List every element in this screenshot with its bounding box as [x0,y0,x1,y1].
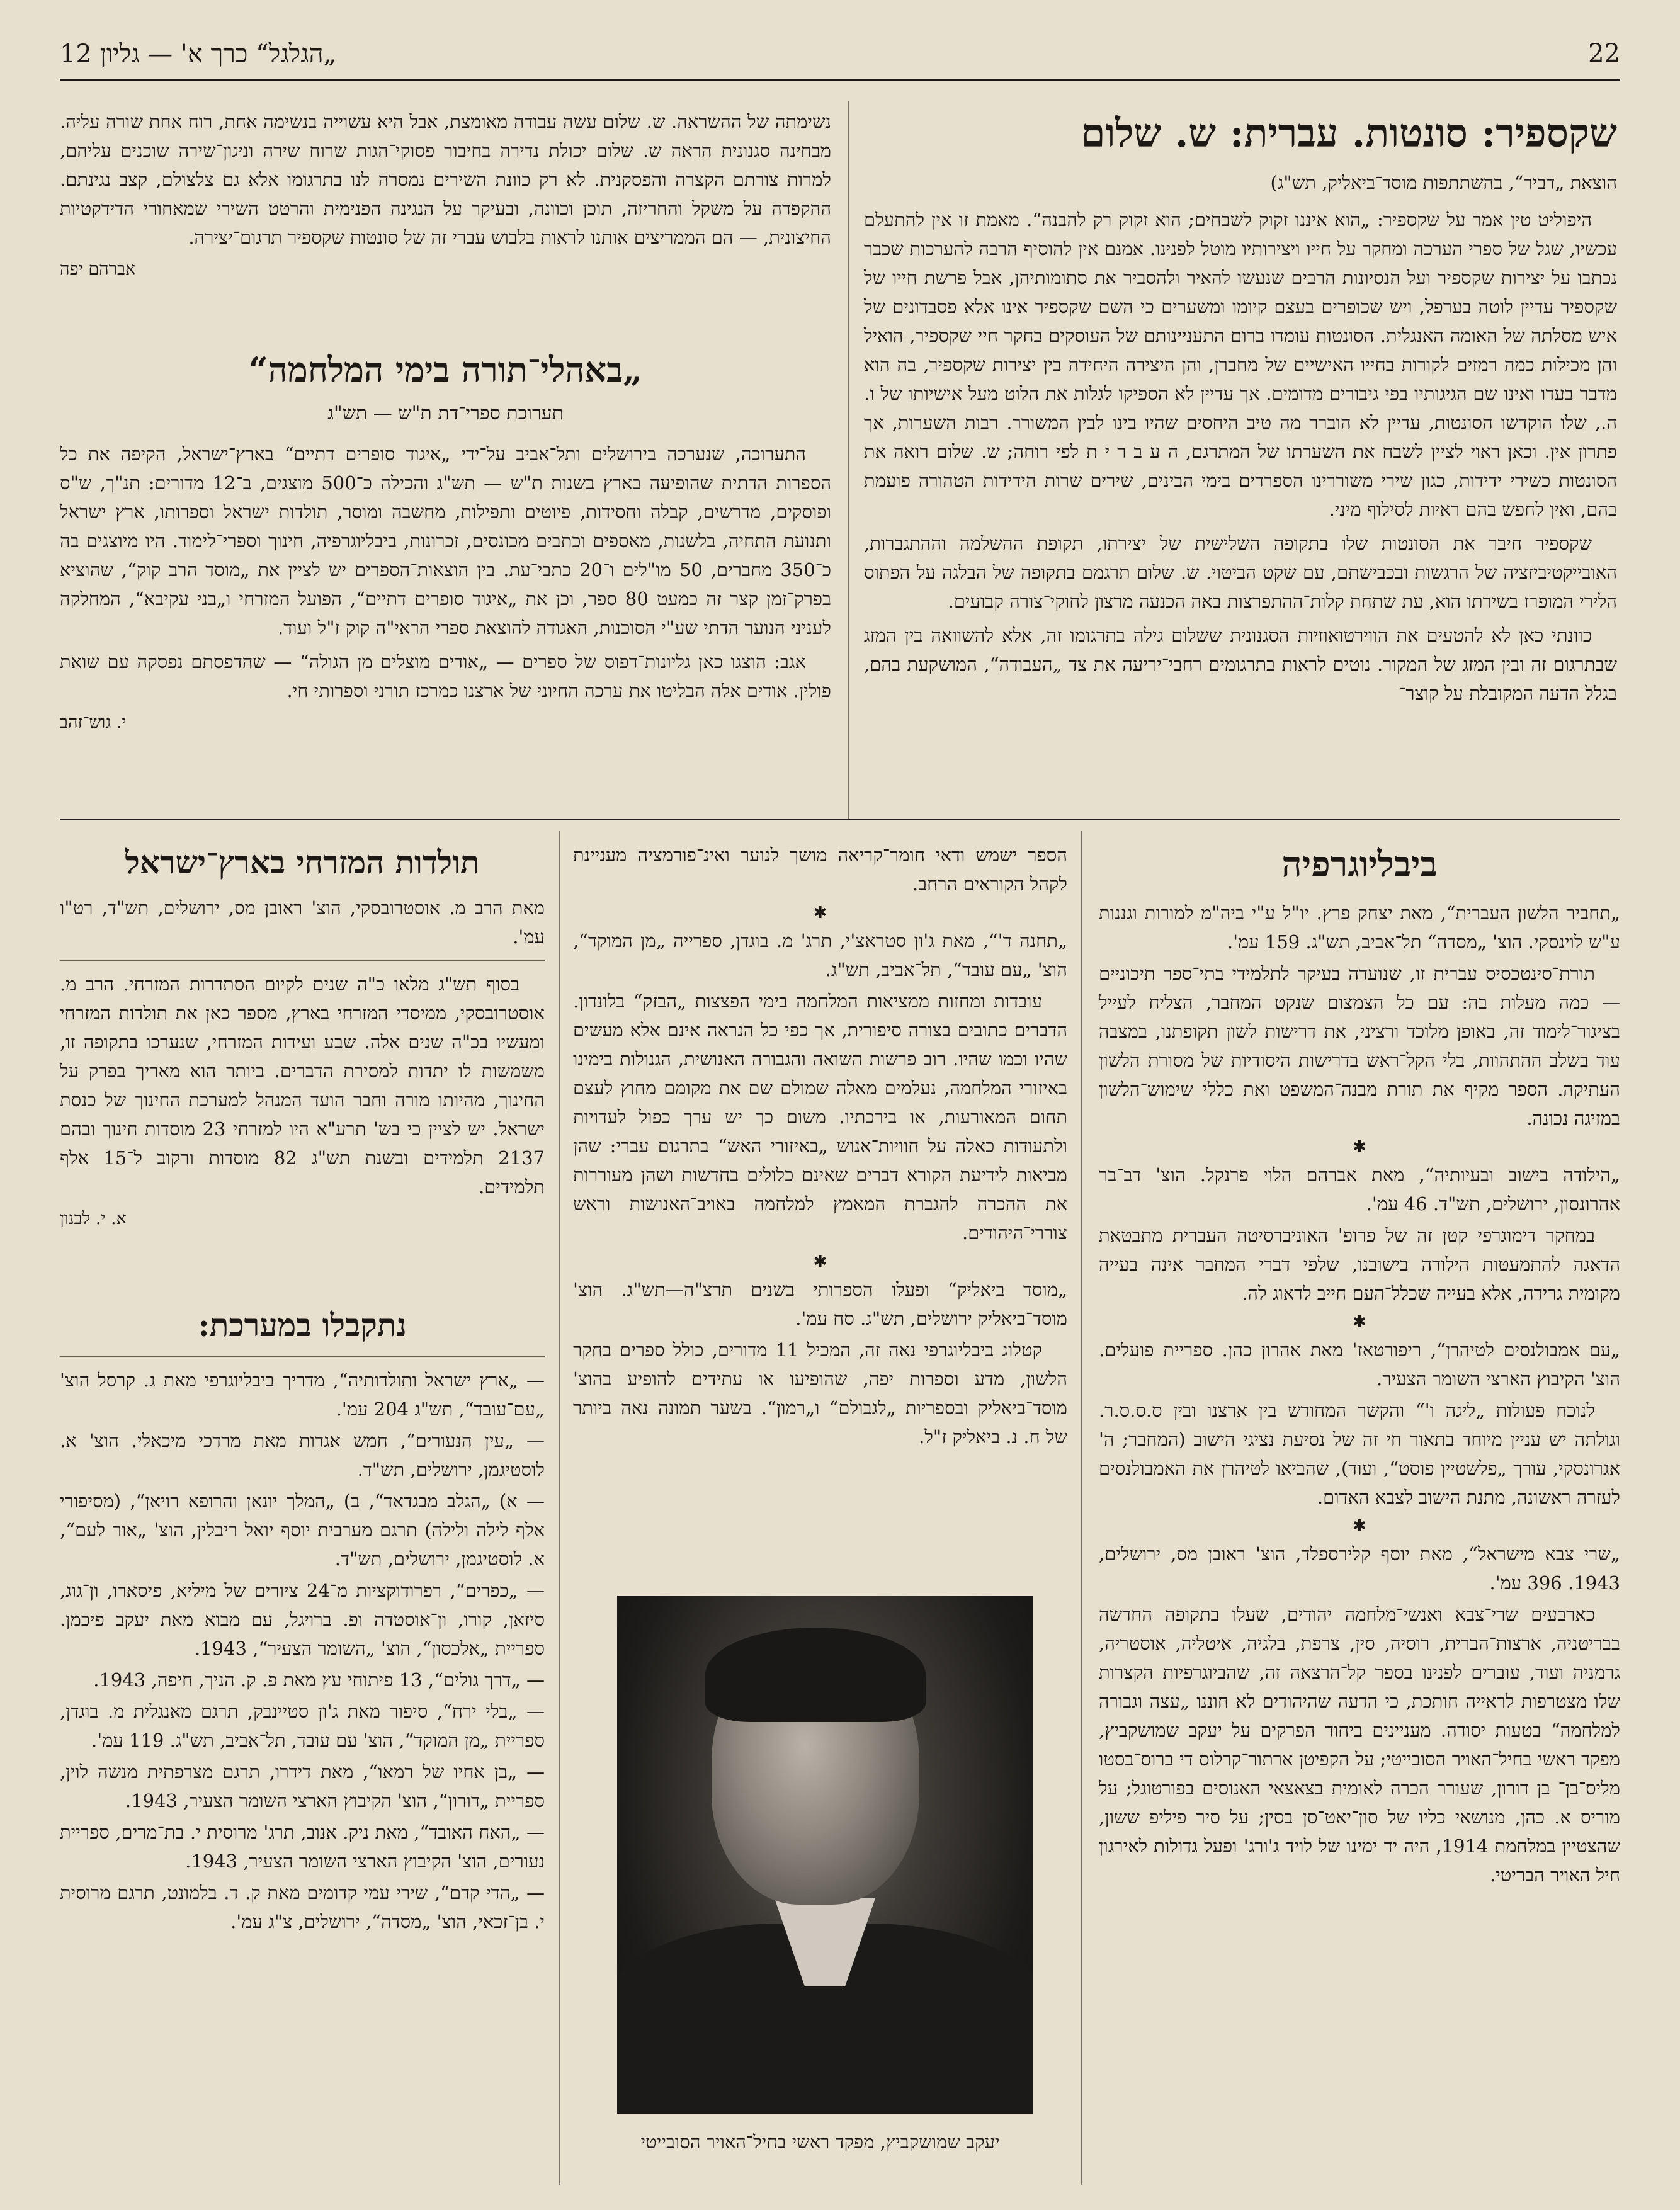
received-item: — „ארץ ישראל ותולדותיה“, מדריך ביבליוגרפי מאת ג. קרסל הוצ' „עם־עובד“, תש"ג 204 עמ'. [60,1369,545,1420]
photo-hair [705,1628,926,1722]
middle-body: קטלוג ביבליוגרפי נאה זה, המכיל 11 מדורים, כולל ספרים בחקר הלשון, מדע וספרות יפה, שהופיעו או עתידים להופיע בהוצ' מוסד־ביאליק ובספריות „לגבולם“ ו„רמון“. בשער תמונה נאה ביותר של ח. נ. ביאליק ז"ל. [573,1339,1067,1448]
section-rule [60,819,1620,820]
running-header [60,39,1620,77]
separator-star: ✱ [1353,1313,1366,1332]
page-number: 22 [1588,39,1620,68]
exhibition-signature: י. גוש־זהב [60,713,127,732]
column-rule [559,831,560,2185]
bibliography-item [1099,1160,1620,1308]
received-item: — א) „הגלב מבגדאד“, ב) „המלך יונאן והרופא רויאן“, (מסיפורי אלף לילה ולילה) תרגם מערבית יוסף יואל ריבלין, הוצ' „אור לעם“, א. לוסטיגמן, ירושלים, תש"ד. [60,1490,545,1570]
exhibition-article [60,346,831,819]
shakespeare-review [864,107,1617,819]
separator-star: ✱ [1353,1138,1366,1157]
middle-citation: „תחנה ד'“, מאת ג'ון סטראצ'י, תרג' מ. בוגדן, ספרייה „מן המוקד“, הוצ' „עם עובד“, תל־אביב, תש"ג. [573,930,1067,980]
running-title: „הגלגל“ כרך א' — גליון 12 [60,40,337,69]
shakespeare-publisher: הוצאת „דביר“, בהשתתפות מוסד־ביאליק, תש"ג) [1270,172,1617,193]
shakespeare-title: שקספיר: סונטות. עברית: ש. שלום [1081,110,1617,156]
bibliography-citation: „הילודה בישוב ובעיותיה“, מאת אברהם הלוי פרנקל. הוצ' דב־בר אהרונסון, ירושלים, תש"ד. 46 עמ'. [1099,1164,1620,1215]
middle-citation: „מוסד ביאליק“ ופעלו הספרותי בשנים תרצ"ה—תש"ג. הוצ' מוסד־ביאליק ירושלים, תש"ג. סח עמ'. [573,1279,1067,1329]
separator-star: ✱ [813,904,827,922]
column-rule [848,101,849,819]
bibliography-item [1099,1539,1620,1890]
bibliography-citation: „תחביר הלשון העברית“, מאת יצחק פרץ. יו"ל ע"י ביה"מ למורות וגננות ע"ש לוינסקי. הוצ' „מסדה“ תל־אביב, תש"ג. 159 עמ'. [1099,902,1620,953]
exhibition-paragraph: התערוכה, שנערכה בירושלים ותל־אביב על־ידי „איגוד סופרים דתיים“ בארץ־ישראל, הקיפה את כל הספרות הדתית שהופיעה בארץ בשנות ת"ש — תש"ג והכילה כ־500 מוצגים, ב־12 מדורים: תנ"ך, ש"ס ופוסקים, מדרשים, קבלה וחסידות, פיוטים ותפילות, מחשבה ומוסר, תולדות ישראל וספרותו, ארץ ישראל ותנועת התחיה, בלשנות, מאספים וכתבים מכונסים, זכרונות, ביבליוגרפיה, חינוך וספרי־לימוד. היו מיוצגים בה כ־350 מחברים, 50 מו"לים ו־20 כתבי־עת. בין הוצאות־הספרים יש לציין את „מוסד הרב קוק“, שהוציא בפרק־זמן קצר זה כמעט 80 ספר, וכן את „איגוד סופרים דתיים“, הפועל המזרחי ו„בני עקיבא“, המחלקה לעניני הנוער הדתי שע"י הסוכנות, האגודה להוצאת ספרי הראי"ה קוק ז"ל ועוד. [60,443,832,638]
shakespeare-signature: אברהם יפה [60,259,136,279]
separator-line [60,1356,545,1357]
received-list [60,1303,545,2182]
bibliography-body: כארבעים שרי־צבא ואנשי־מלחמה יהודים, שעלו בתקופה החדשה בבריטניה, ארצות־הברית, רוסיה, סין, צרפת, בלגיה, איטליה, אוסטריה, גרמניה ועוד, עוברים לפנינו בספר קל־הרצאה זה, שהביוגרפיות הקצרות שלו מצטרפות לראייה חותכת, כי הדעה שהיהודים לא חוננו „עצה וגבורה למלחמה“ בטעות יסודה. מעניינים ביחוד הפרקים על יעקב שמושקביץ, מפקד ראשי בחיל־האויר הסובייטי; על הקפיטן ארתור־קרלוס די ברוס־בסטו מליס־בן־ בן דורון, שעורר הכרה לאומית בצאצאי האנוסים בפורטוגל; על מוריס א. כהן, מנושאי כליו של סון־יאט־סן בסין; על סיר פיליפ ששון, שהצטיין במלחמת 1914, היה יד ימינו של לויד ג'ורג' ופעל גדולות לאירגון חיל האויר הבריטי. [1099,1604,1620,1886]
received-item: — „בלי ירח“, סיפור מאת ג'ון סטיינבק, תרגם מאנגלית מ. בוגדן, ספריית „מן המוקד“, הוצ' עם עובד, תל־אביב, תש"ג. 119 עמ'. [60,1701,545,1751]
exhibition-title: „באהלי־תורה בימי המלחמה“ [248,349,643,390]
shakespeare-paragraph: היפוליט טין אמר על שקספיר: „הוא איננו זקוק לשבחים; הוא זקוק רק להבנה“. מאמת זו אין להתעלם עכשיו, שגל של ספרי הערכה ומחקר על חייו ויצירותיו מוטל לפנינו. אמנם אין להוסיף הרבה להערכות שכבר נכתבו על יצירות שקספיר ועל הנסיונות הרבים שנעשו להאיר ולהסביר את סתומותיהן, אבל פרשת חייו של שקספיר עדיין לוטה בערפל, ויש שכופרים בעצם קיומו ומשערים כי השם שקספיר אינו אלא פסבדונים של איש מסלתה של האומה האנגלית. הסונטות עומדו ברום התעניינותם של העוסקים בחקר חיי שקספיר, הואיל והן מכילות כמה רמזים לקורות בחייו האישיים של מחברן, והן היצירה היחידה בין יצירות שקספיר, בה הוא מדבר בעדו ואינו שם הגיגותיו בפי גיבורים מדומים. אך עדיין לא הספיקו לגלות את הלוט מעל אישיותו של ו. ה., שלו הוקדשו הסונטות, עדיין לא הוברר מה טיב היחסים שהיו בינו לבין המשורר. רבות השערות, אך פתרון אין. וכאן ראוי לציין לשבח את השערתו של המתרגם, ה ע ב ר י ת לפי רוחה; ש. שלום רואה את הסונטות כשירי ידידות, כגון שירי משוררינו הספרדים בימי הבינים, שירים שרות הידידות הטהורה פועמת בהם, ואין לחפש בהם ראיות לסילוף מיני. [864,209,1617,520]
received-item: — „הדי קדם“, שירי עמי קדומים מאת ק. ד. בלמונט, תרגם מרוסית י. בן־זכאי, הוצ' „מסדה“, ירושלים, צ"ג עמ'. [60,1882,545,1932]
photo-caption: יעקב שמושקביץ, מפקד ראשי בחיל־האויר הסובייטי [640,2131,1000,2153]
received-title: נתקבלו במערכת: [198,1306,407,1344]
bibliography-item [1099,898,1620,1133]
continuation-paragraph: נשימתה של ההשראה. ש. שלום עשה עבודה מאומצת, אבל היא עשוייה בנשימה אחת, רוח אחת שורה עליה. מבחינה סגנונית הראה ש. שלום יכולת נדירה בחיבור פסוקי־הגות שרוח שירה וניגון־שירה שוכנים עליהם, למרות צורתם הקצרה והפסקנית. לא רק כוונת השירים נמסרה לנו בתרגומו אלא גם צלצולם, קצב נגינתם. ההקפדה על משקל והחריזה, תוכן וכוונה, ובעיקר על הנגינה הפנימית והרטט השירי שמאחורי הדידקטיות החיצונית, — הם הממריצים אותנו לראות בלבוש עברי זה של סונטות שקספיר תרגום־יצירה. [60,111,831,248]
middle-column [573,841,1067,1584]
bibliography-body: תורת־סינטכסיס עברית זו, שנועדה בעיקר לתלמידי בתי־ספר תיכוניים — כמה מעלות בה: עם כל הצמצום שנקט המחבר, הצליח לעייל בציגור־לימוד זה, באופן מלוכד ורציני, את דרישות לשון תקופתנו, במצבה עוד בשלב ההתהוות, בלי הקל־ראש בדרישות היסודיות של מסורת הלשון העתיקה. הספר מקיף את תורת מבנה־המשפט ואת כללי שימוש־הלשון במזיגה נכונה. [1099,963,1620,1129]
bibliography-citation: „עם אמבולנסים לטיהרן“, ריפורטאז' מאת אהרון כהן. ספריית פועלים. הוצ' הקיבוץ הארצי השומר הצעיר. [1099,1339,1620,1390]
mizrachi-body: בסוף תש"ג מלאו כ"ה שנים לקיום הסתדרות המזרחי. הרב מ. אוסטרובסקי, ממיסדי המזרחי בארץ, מספר כאן את תולדות המזרחי ומעשיו בכ"ה שנים אלה. שבע ועידות המזרחי, שנערכו בתקופה זו, משמשות לו יתדות למסירת הדברים. ביותר הוא מאריך בפרק על החינוך, מהיותו מורה וחבר הועד המנהל למערכת החינוך של כנסת ישראל. יש לציין כי בש' תרע"א היו למזרחי 23 מוסדות חינוך ובהם 2137 תלמידים ובשנת תש"ג 82 מוסדות ורקוב ל־15 אלף תלמידים. [60,973,545,1198]
column-rule [1081,831,1082,2185]
mizrachi-signature: א. י. לבנון [60,1209,127,1228]
header-rule [60,79,1620,81]
bibliography-body: במחקר דימוגרפי קטן זה של פרופ' האוניברסיטה העברית מתבטאת הדאגה להתמעטות הילודה בישובנו, שלפי דברי המחבר אינה בעייה מקומית גרידה, אלא בעייה שכלל־העם חייב לדאוג לה. [1099,1225,1620,1304]
shakespeare-continuation [60,107,831,334]
middle-body: הספר ישמש ודאי חומר־קריאה מושך לנוער ואינ־פורמציה מעניינת לקהל הקוראים הרחב. [573,844,1067,895]
received-item: — „דרך גולים“, 13 פיתוחי עץ מאת פ. ק. הניך, חיפה, 1943. [93,1669,545,1691]
bibliography-item [1099,1335,1620,1512]
separator-star: ✱ [1353,1517,1366,1536]
bibliography-citation: „שרי צבא מישראל“, מאת יוסף קלירספלד, הוצ' ראובן מס, ירושלים, 1943. 396 עמ'. [1099,1543,1620,1594]
bibliography-body: לנוכח פעולות „ליגה ו'“ והקשר המחודש בין ארצנו ובין ס.ס.ס.ר. וגולתה יש עניין מיוחד בתאור חי זה של נסיעת נציגי הישוב (המחבר; ה' אגרונסקי, עורך „פלשטיין פוסט“, ועוד), שהביאו לטיהרן את האמבולנסים לעזרה ראשונה, מתנת הישוב לצבא האדום. [1099,1400,1620,1508]
mizrachi-article [60,841,545,1294]
bibliography-column [1099,841,1620,2182]
received-item: — „עין הנעורים“, חמש אגדות מאת מרדכי מיכאלי. הוצ' א. לוסטיגמן, ירושלים, תש"ד. [60,1430,545,1480]
middle-body: עובדות ומחזות ממציאות המלחמה בימי הפצצות „הבזק“ בלונדון. הדברים כתובים בצורה סיפורית, אך כפי כל הנראה אינם אלא מעשים שהיו וכמו שהיו. רוב פרשות השואה והגבורה האנושית, הגנולות בימינו באיזורי המלחמה, נעלמים מאלה שמולם שם את מקומם מחוץ לעצם תחום המאורעות, או בירכתיו. משום כך יש ערך כפול לעדויות ולתעודות כאלה על חוויות־אנוש „באיזורי האש“ בתרגום עברי: שהן מביאות לידיעת הקורא דברים שאינם כלולים בחדשות ושהן מעוררות את ההכרה להגברת המאמץ למלחמה באויב־האנושות וראש צוררי־היהודים. [573,990,1067,1244]
shakespeare-paragraph: כוונתי כאן לא להטעים את הווירטואוזיות הסגנונית ששלום גילה בתרגומו זה, אלא להשוואה בין המזג שבתרגום זה ובין המזג של המקור. נוטים לראות בתרגומים רחבי־יריעה את צד „העבודה“, המושקעת בהם, בגלל הדעה המקובלת על קוצר־ [864,625,1617,704]
received-item: — „כפרים“, רפרודוקציות מ־24 ציורים של מיליא, פיסארו, ון־גוג, סיזאן, קורו, ון־אוסטדה ופ. ברויגל, עם מבוא מאת יעקב פיכמן. ספריית „אלכסון“, הוצ' „השומר הצעיר“, 1943. [60,1580,545,1659]
mizrachi-meta: מאת הרב מ. אוסטרובסקי, הוצ' ראובן מס, ירושלים, תש"ד, רט"ו עמ'. [60,897,545,948]
bibliography-title: ביבליוגרפיה [1281,844,1438,885]
received-item: — „בן אחיו של רמאו“, מאת דידרו, תרגם מצרפתית מנשה לוין, ספריית „דורון“, הוצ' הקיבוץ הארצי השומר הצעיר, 1943. [60,1761,545,1811]
exhibition-paragraph: אגב: הוצגו כאן גליונות־דפוס של ספרים — „אודים מוצלים מן הגולה“ — שהדפסתם נפסקה עם שואת פולין. אודים אלה הבליטו את ערכה החיוני של ארצנו כמרכז תורני וספרותי חי. [60,651,831,701]
mizrachi-title: תולדות המזרחי בארץ־ישראל [125,844,480,881]
separator-line [60,960,545,961]
separator-star: ✱ [813,1252,827,1271]
exhibition-subtitle: תערוכת ספרי־דת ת"ש — תש"ג [327,402,564,424]
portrait-photo [617,1596,1033,2114]
received-item: — „האח האובד“, מאת ניק. אנוב, תרג' מרוסית י. בת־מרים, ספריית נעורים, הוצ' הקיבוץ הארצי השומר הצעיר, 1943. [60,1822,545,1872]
shakespeare-paragraph: שקספיר חיבר את הסונטות שלו בתקופה השלישית של יצירתו, תקופת ההשלמה וההתגברות, האובייקטיביזציה של הרגשות ובכבישתם, עם שקט הביטוי. ש. שלום תרגמם בתקופה של הבלגה על הפתוס הלירי המופרז בשירתו הוא, עת שתחת קלות־ההתפרצות באה הכנעה מרצון לחוקי־צורה קבועים. [864,533,1617,612]
